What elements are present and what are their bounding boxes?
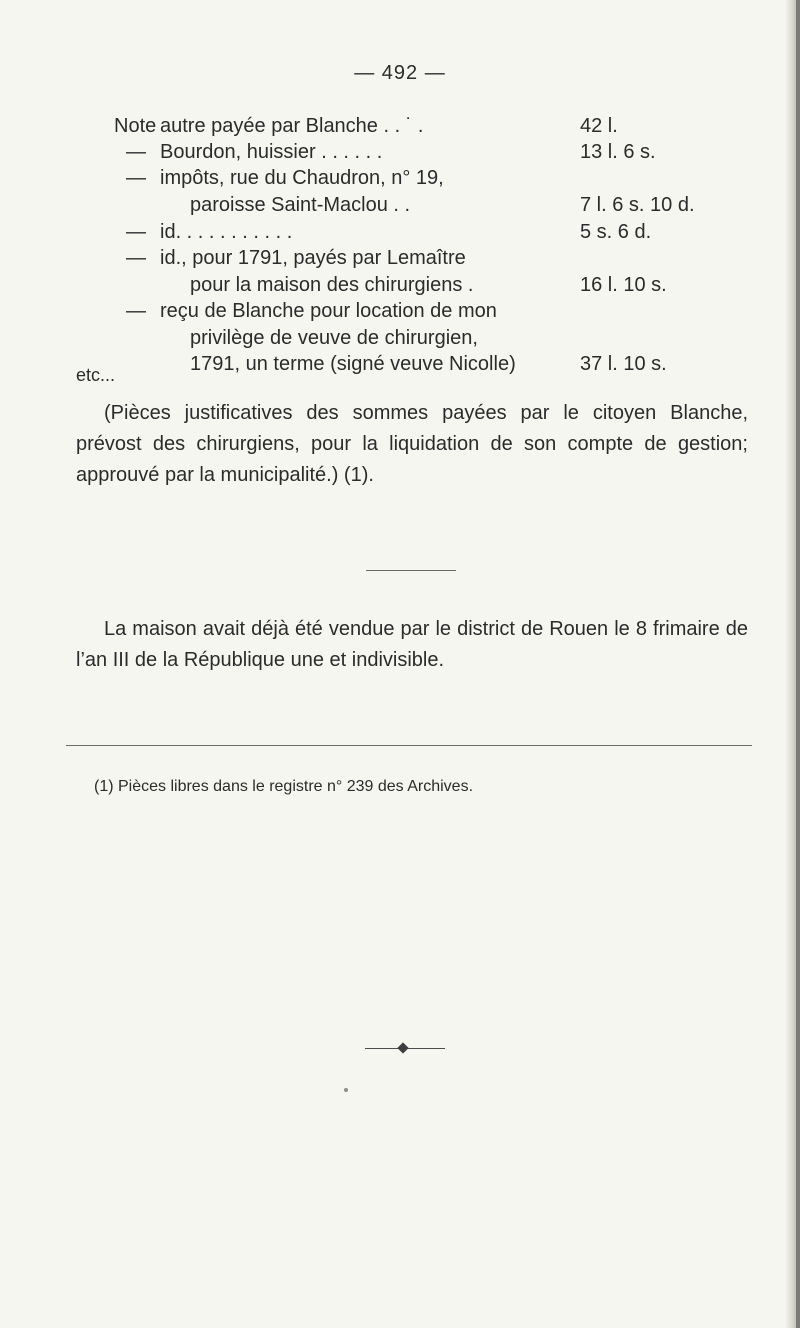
ledger-row [0, 271, 800, 299]
ledger-description: Bourdon, huissier . . . . . . [160, 141, 383, 163]
ledger-description: autre payée par Blanche . . ˙ . [160, 115, 424, 137]
ledger-description: reçu de Blanche pour location de mon [160, 300, 497, 322]
ledger-amount: 37 l. 10 s. [580, 353, 667, 375]
ledger-amount: 13 l. 6 s. [580, 141, 656, 163]
footnote: (1) Pièces libres dans le registre n° 239 des Archives. [94, 778, 474, 795]
ledger-dash: — [126, 300, 146, 322]
ledger-row [0, 324, 800, 352]
ledger-description: privilège de veuve de chirurgien, [190, 327, 478, 349]
ledger-description: id., pour 1791, payés par Lemaître [160, 247, 466, 269]
ledger-amount: 5 s. 6 d. [580, 221, 652, 243]
ledger-amount: 42 l. [580, 115, 618, 137]
ledger-dash: — [126, 141, 146, 163]
ledger-amount: 7 l. 6 s. 10 d. [580, 194, 695, 216]
ornament-divider-icon [365, 1041, 445, 1057]
ledger-amount: 16 l. 10 s. [580, 274, 667, 296]
footnote-rule [66, 745, 752, 746]
page-number: — 492 — [354, 62, 446, 84]
ledger-row [0, 244, 800, 272]
ledger-etc: etc... [76, 365, 116, 385]
separator-line [366, 570, 456, 571]
paper-spot [344, 1088, 348, 1092]
ledger-prefix: Note [114, 115, 157, 137]
ledger-description: paroisse Saint-Maclou . . [190, 194, 411, 216]
ledger-dash: — [126, 247, 146, 269]
ledger-description: impôts, rue du Chaudron, n° 19, [160, 167, 444, 189]
ledger-row [0, 350, 800, 378]
justification-paragraph: (Pièces justificatives des sommes payées par le citoyen Blanche, prévost des chirurgiens, pour la liquidation de son compte de gestion; approuvé par la municipalité.) (1). [76, 402, 748, 486]
ledger-description: id. . . . . . . . . . . [160, 221, 293, 243]
ledger-description: pour la maison des chirurgiens . [190, 274, 474, 296]
ledger-dash: — [126, 221, 146, 243]
ledger-row [0, 297, 800, 325]
ledger-dash: — [126, 167, 146, 189]
ledger-row [0, 138, 800, 166]
ledger-row [0, 218, 800, 246]
ledger-row [0, 112, 800, 140]
ledger-row [0, 191, 800, 219]
ledger-description: 1791, un terme (signé veuve Nicolle) [190, 353, 516, 375]
ledger-row [0, 164, 800, 192]
sale-paragraph: La maison avait déjà été vendue par le district de Rouen le 8 frimaire de l’an III de la République une et indivisible. [76, 618, 748, 671]
